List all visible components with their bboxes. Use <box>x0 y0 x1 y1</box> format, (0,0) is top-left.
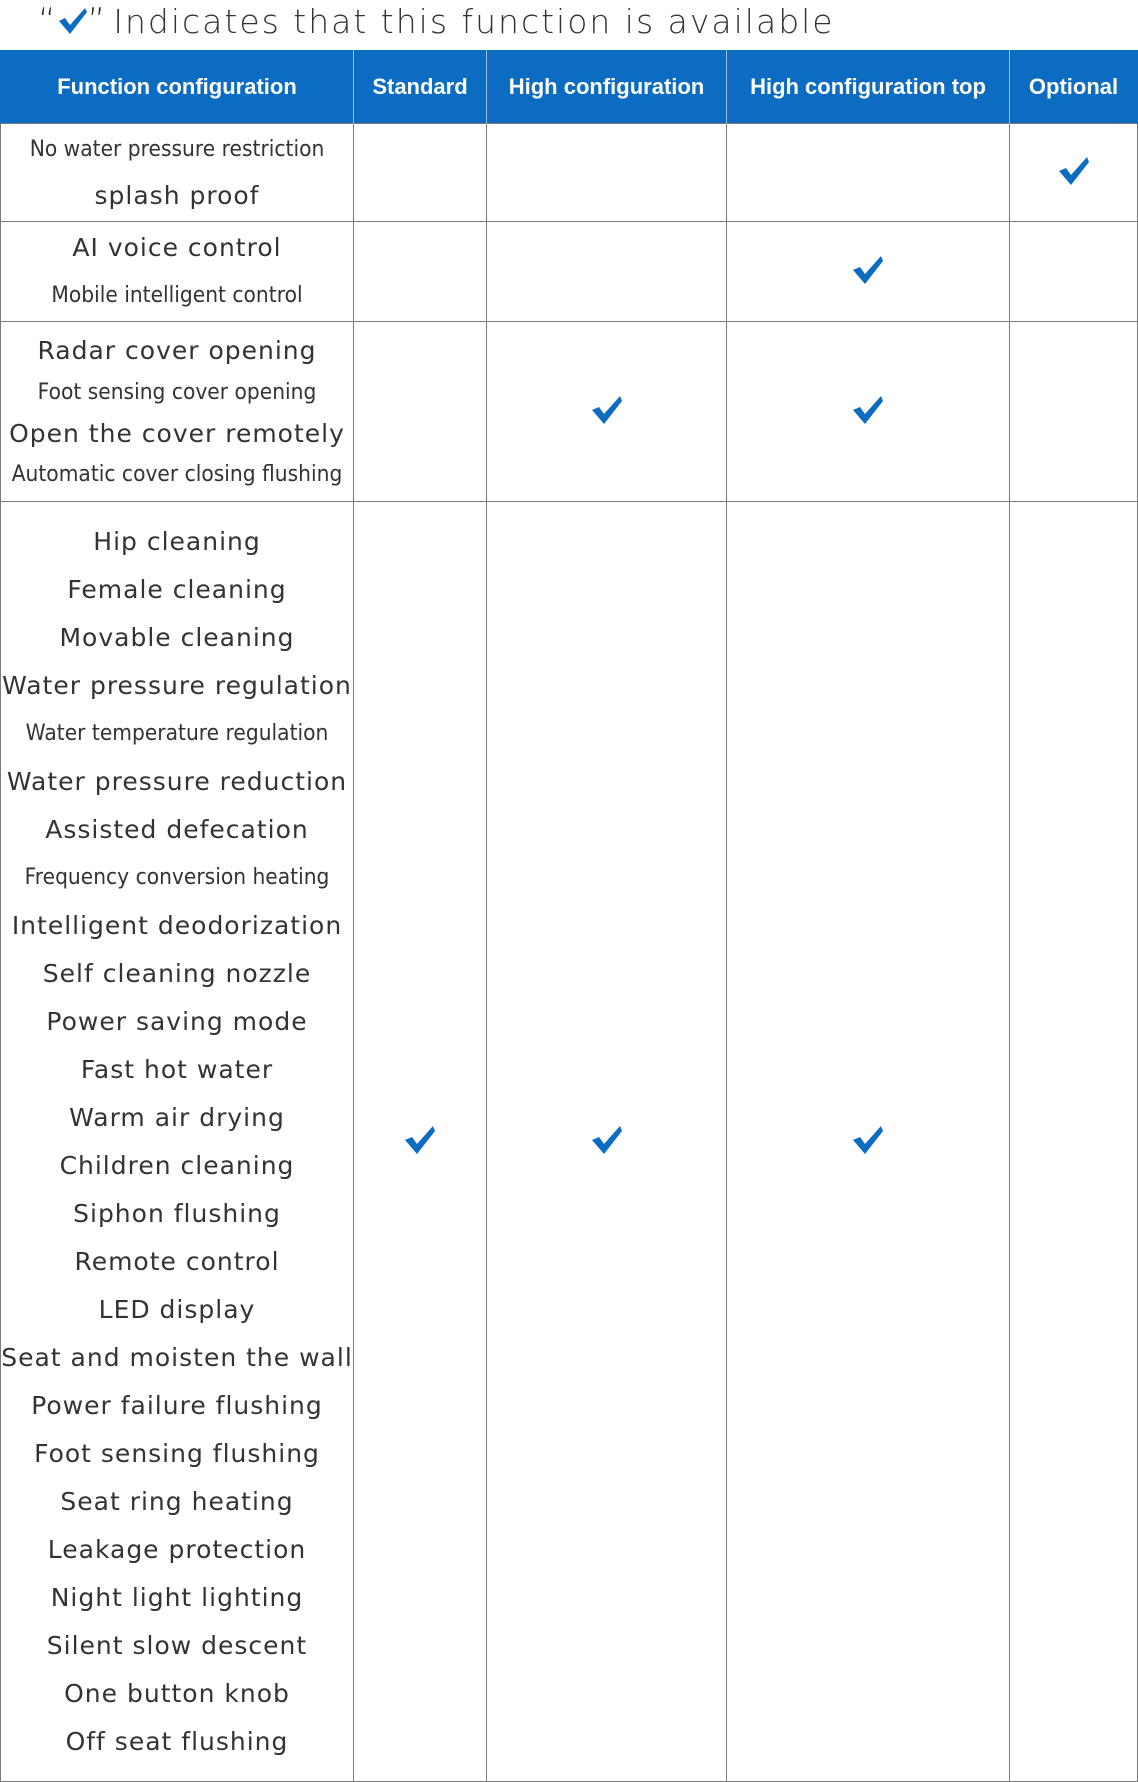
availability-cell <box>354 124 487 222</box>
feature-label: LED display <box>98 1295 256 1324</box>
feature-label: Intelligent deodorization <box>11 911 343 940</box>
column-header: Standard <box>354 51 487 124</box>
feature-label: Mobile intelligent control <box>51 283 303 308</box>
feature-label: Children cleaning <box>59 1151 295 1180</box>
availability-cell <box>727 124 1010 222</box>
check-icon <box>58 7 88 35</box>
feature-cell <box>1 222 354 322</box>
feature-label: Warm air drying <box>69 1103 285 1132</box>
availability-cell <box>727 502 1010 1782</box>
feature-label: Seat and moisten the wall <box>1 1343 353 1372</box>
availability-cell <box>1010 502 1138 1782</box>
availability-cell <box>354 502 487 1782</box>
feature-label: Off seat flushing <box>65 1727 289 1756</box>
check-icon <box>852 395 884 429</box>
feature-label: Foot sensing cover opening <box>37 380 317 405</box>
column-header: Function configuration <box>1 51 354 124</box>
check-icon <box>591 1125 623 1159</box>
column-header: Optional <box>1010 51 1138 124</box>
feature-label: Water temperature regulation <box>25 721 329 746</box>
feature-label: Siphon flushing <box>73 1199 281 1228</box>
check-icon <box>852 1125 884 1159</box>
feature-label: Foot sensing flushing <box>34 1439 320 1468</box>
availability-cell <box>1010 124 1138 222</box>
check-icon <box>591 395 623 429</box>
table-row <box>1 322 1138 502</box>
legend <box>38 0 835 42</box>
feature-label: splash proof <box>94 181 260 210</box>
feature-label: Movable cleaning <box>59 623 295 652</box>
feature-label: Female cleaning <box>67 575 287 604</box>
feature-label: Night light lighting <box>50 1583 304 1612</box>
table-row <box>1 502 1138 1782</box>
check-icon <box>1058 156 1090 190</box>
table-row <box>1 222 1138 322</box>
feature-label: Seat ring heating <box>60 1487 294 1516</box>
feature-label: Leakage protection <box>47 1535 307 1564</box>
availability-cell <box>487 502 727 1782</box>
feature-label: Water pressure regulation <box>2 671 352 700</box>
availability-cell <box>727 322 1010 502</box>
feature-label: Frequency conversion heating <box>24 865 330 890</box>
feature-cell <box>1 502 354 1782</box>
feature-label: Power saving mode <box>46 1007 308 1036</box>
availability-cell <box>487 222 727 322</box>
availability-cell <box>487 124 727 222</box>
feature-label: Silent slow descent <box>46 1631 308 1660</box>
feature-label: Radar cover opening <box>37 336 317 365</box>
column-header: High configuration top <box>727 51 1010 124</box>
table-row <box>1 124 1138 222</box>
availability-cell <box>727 222 1010 322</box>
close-quote: ” <box>87 1 108 41</box>
availability-cell <box>1010 322 1138 502</box>
function-configuration-table <box>0 50 1138 1782</box>
feature-label: Remote control <box>74 1247 280 1276</box>
feature-label: Fast hot water <box>80 1055 274 1084</box>
check-icon <box>852 255 884 289</box>
feature-label: Automatic cover closing flushing <box>11 462 343 487</box>
feature-label: Hip cleaning <box>93 527 261 556</box>
feature-label: AI voice control <box>72 233 282 262</box>
table-body <box>1 124 1138 1782</box>
open-quote: “ <box>38 1 58 41</box>
column-header: High configuration <box>487 51 727 124</box>
feature-cell <box>1 322 354 502</box>
availability-cell <box>1010 222 1138 322</box>
feature-label: Open the cover remotely <box>9 419 345 448</box>
feature-label: Self cleaning nozzle <box>42 959 312 988</box>
feature-label: Water pressure reduction <box>6 767 348 796</box>
feature-label: No water pressure restriction <box>29 137 325 162</box>
feature-label: One button knob <box>64 1679 290 1708</box>
feature-label: Assisted defecation <box>45 815 309 844</box>
legend-text: Indicates that this function is available <box>113 1 835 41</box>
availability-cell <box>487 322 727 502</box>
availability-cell <box>354 222 487 322</box>
feature-label: Power failure flushing <box>31 1391 323 1420</box>
availability-cell <box>354 322 487 502</box>
table-header-row <box>1 51 1138 124</box>
feature-cell <box>1 124 354 222</box>
check-icon <box>404 1125 436 1159</box>
